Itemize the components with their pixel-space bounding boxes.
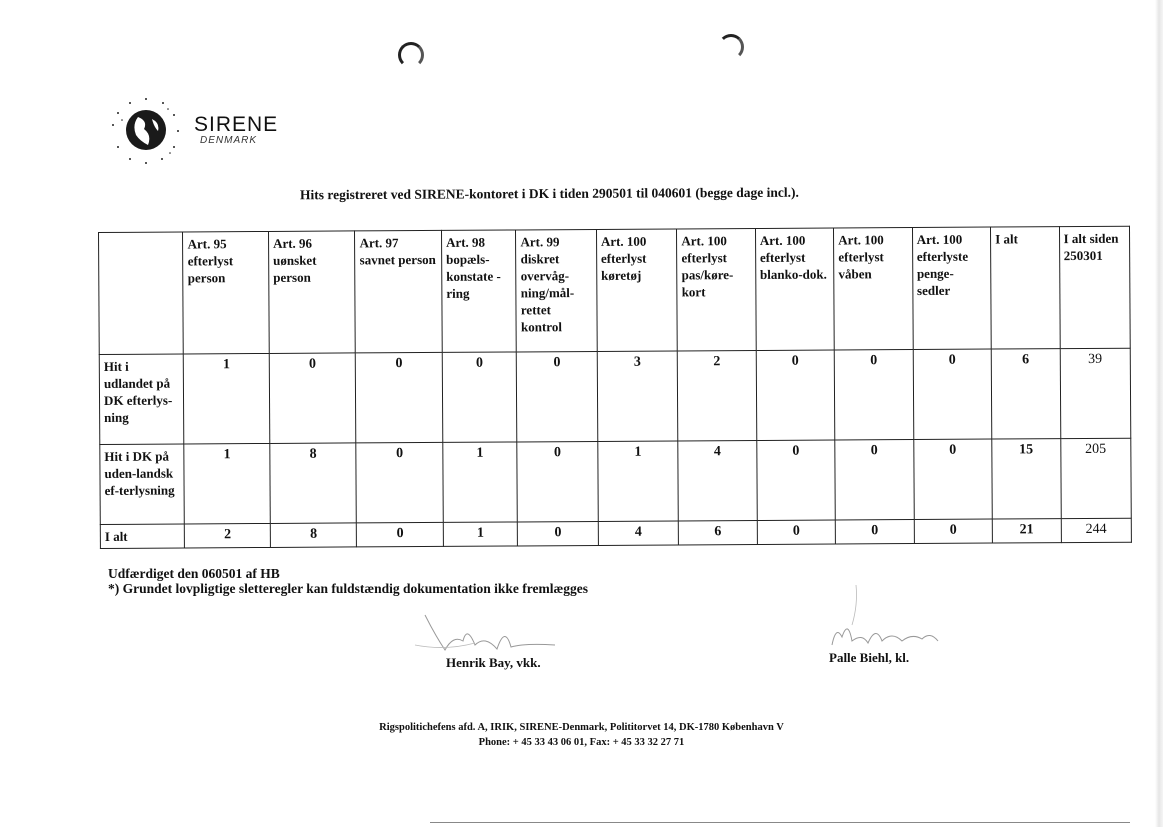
table-cell: 3 (597, 351, 678, 441)
signature-right-icon (812, 575, 962, 655)
table-cell: 0 (835, 440, 914, 520)
table-cell: 2 (185, 523, 271, 548)
table-cell: 0 (442, 352, 517, 442)
row-label: Hit i DK på uden-landsk ef-terlysning (100, 444, 185, 525)
table-cell: 6 (991, 349, 1060, 439)
table-cell: 4 (678, 440, 757, 520)
row-label: I alt (100, 524, 185, 549)
table-cell: 0 (518, 521, 599, 545)
signature-name-left: Henrik Bay, vkk. (446, 655, 541, 670)
table-cell: 2 (678, 350, 757, 440)
page-edge-shadow (1155, 0, 1163, 827)
table-cell: 0 (357, 522, 444, 547)
table-total-row (100, 518, 1131, 548)
table-cell: 8 (270, 523, 357, 548)
table-cell: 1 (443, 522, 518, 546)
table-cell: 1 (443, 442, 518, 522)
hits-table (98, 226, 1132, 546)
table-cell: 0 (517, 351, 598, 441)
table-cell: 244 (1061, 518, 1132, 542)
column-header: Art. 97 savnet person (355, 230, 442, 353)
table-cell: 0 (756, 350, 835, 440)
table-cell: 205 (1060, 438, 1131, 518)
column-header: I alt siden 250301 (1059, 226, 1130, 348)
table-cell: 0 (914, 519, 993, 543)
column-header: Art. 95 efterlyst person (183, 231, 269, 354)
table-cell: 0 (913, 439, 992, 519)
table-cell: 0 (269, 353, 356, 444)
column-header: Art. 100 efterlyst våben (834, 228, 913, 350)
table-cell: 15 (992, 439, 1061, 519)
table-cell: 0 (835, 520, 914, 544)
footnote: *) Grundet lovpligtige sletteregler kan fuldstændig dokumentation ikke fremlægges (108, 581, 589, 596)
punch-hole-left (398, 42, 424, 68)
row-label: Hit i udlandet på DK efterlys-ning (99, 354, 184, 445)
table-corner-cell (99, 232, 184, 355)
column-header: Art. 100 efterlyste penge-sedler (912, 227, 991, 349)
table-cell: 0 (517, 441, 598, 521)
footer-contact: Phone: + 45 33 43 06 01, Fax: + 45 33 32 27 71 (478, 737, 685, 748)
table-cell: 6 (679, 520, 758, 544)
column-header: Art. 98 bopæls-konstate -ring (441, 230, 516, 352)
table-row (100, 438, 1131, 524)
table-header-row (99, 226, 1131, 354)
column-header: Art. 100 efterlyst køretøj (596, 229, 677, 351)
table-cell: 8 (270, 443, 357, 524)
prepared-note: Udfærdiget den 060501 af HB (108, 566, 280, 581)
table-cell: 1 (184, 353, 270, 444)
table-cell: 0 (356, 352, 443, 443)
table-cell: 0 (757, 440, 836, 520)
page-edge-line (430, 822, 1130, 823)
footer-address: Rigspolitichefens afd. A, IRIK, SIRENE-Denmark, Polititorvet 14, DK-1780 København V (379, 722, 784, 733)
column-header: Art. 100 efterlyst pas/køre-kort (677, 228, 756, 350)
column-header: Art. 99 diskret overvåg-ning/mål-rettet kontrol (516, 229, 597, 351)
table-cell: 0 (757, 520, 836, 544)
punch-hole-right (718, 34, 744, 60)
document-title: Hits registreret ved SIRENE-kontoret i DK i tiden 290501 til 040601 (begge dage incl.). (299, 184, 799, 203)
table-cell: 4 (598, 521, 679, 545)
column-header: Art. 100 efterlyst blanko-dok. (755, 228, 834, 350)
table-cell: 0 (913, 349, 992, 439)
table-cell: 1 (184, 443, 270, 524)
column-header: I alt (991, 227, 1060, 349)
table-cell: 1 (598, 441, 679, 521)
table-cell: 0 (356, 442, 443, 523)
logo-subtitle: DENMARK (200, 135, 258, 146)
table-cell: 21 (992, 519, 1061, 543)
table-cell: 39 (1060, 348, 1131, 438)
signature-name-right: Palle Biehl, kl. (829, 650, 910, 665)
table-row (99, 348, 1131, 444)
logo-name: SIRENE (194, 113, 279, 136)
column-header: Art. 96 uønsket person (268, 231, 355, 354)
table-cell: 0 (834, 350, 913, 440)
